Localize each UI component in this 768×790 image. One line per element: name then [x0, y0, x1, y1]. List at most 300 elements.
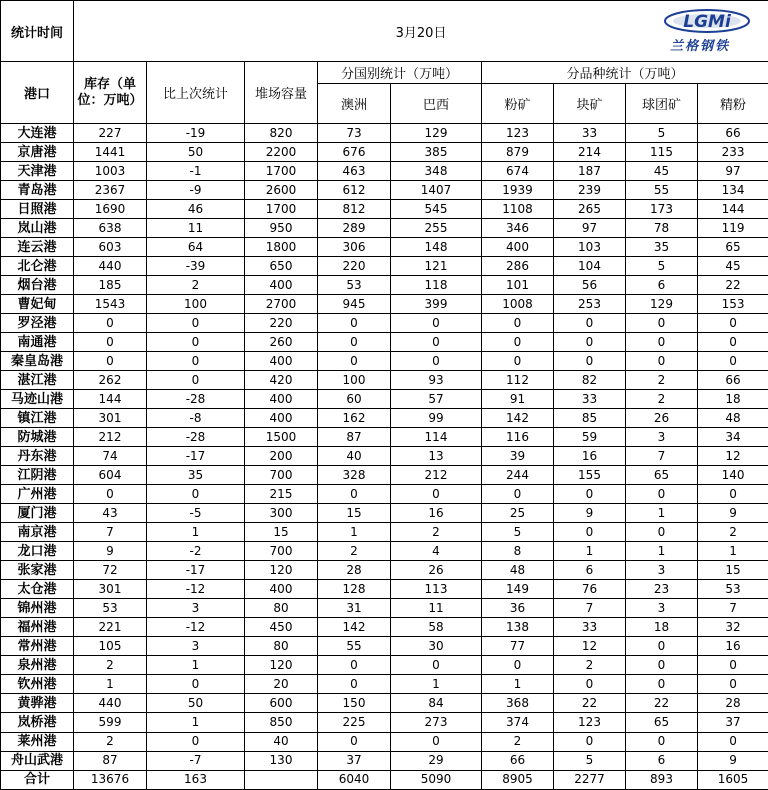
stock-value: 1003 [74, 162, 147, 181]
brazil-value: 121 [391, 257, 482, 276]
concentrate-value: 144 [698, 200, 768, 219]
lump-value: 5 [554, 751, 626, 770]
stock-value: 227 [74, 124, 147, 143]
australia-value: 0 [318, 333, 391, 352]
brazil-value: 1 [391, 675, 482, 694]
lump-value: 1 [554, 542, 626, 561]
change-value: 0 [147, 485, 245, 504]
capacity-value: 20 [245, 675, 318, 694]
stock-value: 1 [74, 675, 147, 694]
port-name: 曹妃甸 [1, 295, 74, 314]
stock-value: 1543 [74, 295, 147, 314]
lump-value: 253 [554, 295, 626, 314]
lump-value: 103 [554, 238, 626, 257]
australia-value: 2 [318, 542, 391, 561]
change-value: -2 [147, 542, 245, 561]
concentrate-value: 18 [698, 390, 768, 409]
table-row [1, 599, 768, 618]
concentrate-value: 0 [698, 675, 768, 694]
australia-value: 676 [318, 143, 391, 162]
australia-value: 225 [318, 713, 391, 732]
change-value: 2 [147, 276, 245, 295]
capacity-value: 120 [245, 656, 318, 675]
pellet-value: 55 [626, 181, 698, 200]
stock-value: 262 [74, 371, 147, 390]
fines-value: 674 [482, 162, 554, 181]
brazil-value: 545 [391, 200, 482, 219]
pellet-value: 5 [626, 124, 698, 143]
australia-value: 945 [318, 295, 391, 314]
fines-value: 36 [482, 599, 554, 618]
total-row [1, 770, 768, 789]
pellet-value: 5 [626, 257, 698, 276]
table-row [1, 219, 768, 238]
fines-value: 1108 [482, 200, 554, 219]
lump-value: 155 [554, 466, 626, 485]
fines-value: 123 [482, 124, 554, 143]
australia-value: 0 [318, 675, 391, 694]
port-name: 岚山港 [1, 219, 74, 238]
port-name: 烟台港 [1, 276, 74, 295]
pellet-value: 0 [626, 637, 698, 656]
concentrate-value: 16 [698, 637, 768, 656]
port-name: 罗泾港 [1, 314, 74, 333]
capacity-value: 220 [245, 314, 318, 333]
stock-value: 0 [74, 485, 147, 504]
fines-value: 77 [482, 637, 554, 656]
stock-value: 604 [74, 466, 147, 485]
fines-value: 112 [482, 371, 554, 390]
brazil-value: 273 [391, 713, 482, 732]
brazil-value: 26 [391, 561, 482, 580]
brazil-value: 385 [391, 143, 482, 162]
stock-value: 301 [74, 409, 147, 428]
change-value: -12 [147, 580, 245, 599]
change-value: -17 [147, 447, 245, 466]
australia-value: 150 [318, 694, 391, 713]
table-row [1, 656, 768, 675]
concentrate-value: 0 [698, 656, 768, 675]
lump-value: 33 [554, 390, 626, 409]
change-value: 0 [147, 732, 245, 751]
change-value: 3 [147, 637, 245, 656]
fines-value: 286 [482, 257, 554, 276]
change-value: -1 [147, 162, 245, 181]
capacity-value: 600 [245, 694, 318, 713]
brazil-col-header: 巴西 [391, 84, 482, 124]
brazil-value: 5090 [391, 770, 482, 789]
port-name: 广州港 [1, 485, 74, 504]
fines-value: 0 [482, 314, 554, 333]
change-value: 50 [147, 694, 245, 713]
australia-value: 28 [318, 561, 391, 580]
stock-value: 72 [74, 561, 147, 580]
stock-value: 0 [74, 352, 147, 371]
brazil-value: 399 [391, 295, 482, 314]
capacity-value: 130 [245, 751, 318, 770]
concentrate-value: 28 [698, 694, 768, 713]
australia-value: 0 [318, 314, 391, 333]
stock-value: 0 [74, 314, 147, 333]
stock-value: 74 [74, 447, 147, 466]
fines-value: 0 [482, 352, 554, 371]
port-name: 钦州港 [1, 675, 74, 694]
lump-value: 85 [554, 409, 626, 428]
australia-value: 162 [318, 409, 391, 428]
port-name: 太仓港 [1, 580, 74, 599]
port-name: 丹东港 [1, 447, 74, 466]
port-name: 马迹山港 [1, 390, 74, 409]
concentrate-value: 0 [698, 732, 768, 751]
australia-value: 6040 [318, 770, 391, 789]
fines-value: 91 [482, 390, 554, 409]
change-value: -19 [147, 124, 245, 143]
port-name: 防城港 [1, 428, 74, 447]
fines-value: 39 [482, 447, 554, 466]
stock-value: 43 [74, 504, 147, 523]
capacity-value: 200 [245, 447, 318, 466]
lump-value: 0 [554, 732, 626, 751]
brazil-value: 114 [391, 428, 482, 447]
stock-value: 638 [74, 219, 147, 238]
australia-value: 73 [318, 124, 391, 143]
pellet-value: 6 [626, 276, 698, 295]
fines-value: 8905 [482, 770, 554, 789]
pellet-value: 45 [626, 162, 698, 181]
lump-col-header: 块矿 [554, 84, 626, 124]
australia-col-header: 澳洲 [318, 84, 391, 124]
capacity-value: 1500 [245, 428, 318, 447]
fines-col-header: 粉矿 [482, 84, 554, 124]
by-type-header: 分品种统计（万吨） [482, 62, 768, 84]
lump-value: 0 [554, 314, 626, 333]
table-row [1, 675, 768, 694]
australia-value: 328 [318, 466, 391, 485]
port-name: 龙口港 [1, 542, 74, 561]
capacity-value: 400 [245, 390, 318, 409]
brazil-value: 113 [391, 580, 482, 599]
capacity-value: 2200 [245, 143, 318, 162]
pellet-value: 65 [626, 713, 698, 732]
australia-value: 220 [318, 257, 391, 276]
australia-value: 0 [318, 485, 391, 504]
stock-value: 105 [74, 637, 147, 656]
table-row [1, 371, 768, 390]
brazil-value: 58 [391, 618, 482, 637]
fines-value: 101 [482, 276, 554, 295]
capacity-value: 400 [245, 580, 318, 599]
australia-value: 142 [318, 618, 391, 637]
lump-value: 9 [554, 504, 626, 523]
lump-value: 2 [554, 656, 626, 675]
capacity-value: 650 [245, 257, 318, 276]
capacity-value: 2700 [245, 295, 318, 314]
table-row [1, 580, 768, 599]
stock-value: 1690 [74, 200, 147, 219]
pellet-value: 18 [626, 618, 698, 637]
pellet-value: 26 [626, 409, 698, 428]
port-name: 日照港 [1, 200, 74, 219]
change-value: 0 [147, 371, 245, 390]
australia-value: 812 [318, 200, 391, 219]
capacity-value: 15 [245, 523, 318, 542]
concentrate-value: 66 [698, 371, 768, 390]
stock-value: 0 [74, 333, 147, 352]
table-row [1, 276, 768, 295]
lump-value: 22 [554, 694, 626, 713]
lgmi-logo [662, 7, 752, 55]
pellet-value: 6 [626, 751, 698, 770]
table-row [1, 181, 768, 200]
pellet-value: 0 [626, 675, 698, 694]
port-name: 南通港 [1, 333, 74, 352]
australia-value: 289 [318, 219, 391, 238]
brazil-value: 0 [391, 314, 482, 333]
capacity-value: 1700 [245, 200, 318, 219]
port-name: 秦皇岛港 [1, 352, 74, 371]
stock-value: 53 [74, 599, 147, 618]
concentrate-value: 1605 [698, 770, 768, 789]
table-row [1, 542, 768, 561]
concentrate-value: 53 [698, 580, 768, 599]
pellet-value: 129 [626, 295, 698, 314]
port-name: 莱州港 [1, 732, 74, 751]
pellet-value: 115 [626, 143, 698, 162]
lump-value: 76 [554, 580, 626, 599]
lump-value: 12 [554, 637, 626, 656]
brazil-value: 4 [391, 542, 482, 561]
pellet-value: 78 [626, 219, 698, 238]
concentrate-value: 1 [698, 542, 768, 561]
pellet-value: 0 [626, 314, 698, 333]
table-row [1, 409, 768, 428]
brazil-value: 129 [391, 124, 482, 143]
fines-value: 0 [482, 656, 554, 675]
australia-value: 53 [318, 276, 391, 295]
port-name: 厦门港 [1, 504, 74, 523]
brazil-value: 2 [391, 523, 482, 542]
lump-value: 123 [554, 713, 626, 732]
table-row [1, 390, 768, 409]
fines-value: 0 [482, 333, 554, 352]
concentrate-value: 66 [698, 124, 768, 143]
change-value: -8 [147, 409, 245, 428]
port-name: 大连港 [1, 124, 74, 143]
port-name: 江阴港 [1, 466, 74, 485]
table-row [1, 257, 768, 276]
pellet-value: 65 [626, 466, 698, 485]
capacity-value [245, 770, 318, 789]
port-name: 舟山武港 [1, 751, 74, 770]
lump-value: 6 [554, 561, 626, 580]
capacity-value: 215 [245, 485, 318, 504]
change-value: 1 [147, 656, 245, 675]
table-row [1, 200, 768, 219]
lump-value: 0 [554, 333, 626, 352]
capacity-value: 820 [245, 124, 318, 143]
capacity-value: 80 [245, 599, 318, 618]
change-value: -17 [147, 561, 245, 580]
concentrate-value: 9 [698, 751, 768, 770]
concentrate-value: 34 [698, 428, 768, 447]
capacity-value: 2600 [245, 181, 318, 200]
table-row [1, 314, 768, 333]
fines-value: 1008 [482, 295, 554, 314]
port-name: 青岛港 [1, 181, 74, 200]
logo-main: LGMi [683, 12, 731, 32]
brazil-value: 13 [391, 447, 482, 466]
capacity-value: 1800 [245, 238, 318, 257]
fines-value: 116 [482, 428, 554, 447]
capacity-value: 1700 [245, 162, 318, 181]
brazil-value: 118 [391, 276, 482, 295]
port-name: 张家港 [1, 561, 74, 580]
pellet-value: 22 [626, 694, 698, 713]
concentrate-value: 15 [698, 561, 768, 580]
table-row [1, 618, 768, 637]
concentrate-value: 45 [698, 257, 768, 276]
fines-value: 149 [482, 580, 554, 599]
brazil-value: 57 [391, 390, 482, 409]
capacity-value: 450 [245, 618, 318, 637]
concentrate-value: 0 [698, 333, 768, 352]
pellet-value: 2 [626, 371, 698, 390]
stock-value: 1441 [74, 143, 147, 162]
rows-body [1, 124, 768, 790]
table-row [1, 238, 768, 257]
pellet-col-header: 球团矿 [626, 84, 698, 124]
table-row [1, 485, 768, 504]
change-value: 64 [147, 238, 245, 257]
stock-value: 440 [74, 257, 147, 276]
lump-value: 2277 [554, 770, 626, 789]
lump-value: 56 [554, 276, 626, 295]
concentrate-col-header: 精粉 [698, 84, 768, 124]
stock-value: 599 [74, 713, 147, 732]
capacity-value: 80 [245, 637, 318, 656]
pellet-value: 0 [626, 485, 698, 504]
change-value: -28 [147, 390, 245, 409]
pellet-value: 3 [626, 599, 698, 618]
table-row [1, 295, 768, 314]
port-name: 北仑港 [1, 257, 74, 276]
concentrate-value: 65 [698, 238, 768, 257]
australia-value: 60 [318, 390, 391, 409]
lump-value: 0 [554, 523, 626, 542]
pellet-value: 1 [626, 542, 698, 561]
pellet-value: 0 [626, 732, 698, 751]
change-value: -12 [147, 618, 245, 637]
change-value: 1 [147, 523, 245, 542]
fines-value: 138 [482, 618, 554, 637]
stock-value: 185 [74, 276, 147, 295]
change-value: -5 [147, 504, 245, 523]
brazil-value: 348 [391, 162, 482, 181]
change-value: 1 [147, 713, 245, 732]
brazil-value: 0 [391, 352, 482, 371]
fines-value: 1 [482, 675, 554, 694]
lump-value: 33 [554, 618, 626, 637]
table-row [1, 333, 768, 352]
change-value: -7 [147, 751, 245, 770]
table-row [1, 561, 768, 580]
lump-value: 104 [554, 257, 626, 276]
table-row [1, 352, 768, 371]
concentrate-value: 0 [698, 485, 768, 504]
port-name: 锦州港 [1, 599, 74, 618]
concentrate-value: 0 [698, 352, 768, 371]
capacity-value: 400 [245, 409, 318, 428]
pellet-value: 7 [626, 447, 698, 466]
change-value: 0 [147, 352, 245, 371]
concentrate-value: 37 [698, 713, 768, 732]
brazil-value: 93 [391, 371, 482, 390]
port-name: 黄骅港 [1, 694, 74, 713]
australia-value: 0 [318, 352, 391, 371]
australia-value: 1 [318, 523, 391, 542]
table-row [1, 637, 768, 656]
change-value: 0 [147, 333, 245, 352]
report-date: 3月20日 [395, 25, 447, 41]
capacity-value: 950 [245, 219, 318, 238]
table-row [1, 428, 768, 447]
fines-value: 879 [482, 143, 554, 162]
pellet-value: 893 [626, 770, 698, 789]
brazil-value: 16 [391, 504, 482, 523]
change-value: 100 [147, 295, 245, 314]
australia-value: 306 [318, 238, 391, 257]
lump-value: 97 [554, 219, 626, 238]
concentrate-value: 153 [698, 295, 768, 314]
capacity-col-header: 堆场容量 [245, 62, 318, 124]
table-row [1, 124, 768, 143]
concentrate-value: 2 [698, 523, 768, 542]
capacity-value: 700 [245, 542, 318, 561]
change-col-header: 比上次统计 [147, 62, 245, 124]
stock-value: 9 [74, 542, 147, 561]
lump-value: 0 [554, 352, 626, 371]
change-value: 50 [147, 143, 245, 162]
port-name: 岚桥港 [1, 713, 74, 732]
fines-value: 2 [482, 732, 554, 751]
table-row [1, 751, 768, 770]
table-row [1, 447, 768, 466]
lump-value: 0 [554, 485, 626, 504]
fines-value: 66 [482, 751, 554, 770]
australia-value: 37 [318, 751, 391, 770]
logo-sub: 兰格钢铁 [670, 39, 731, 54]
port-name: 南京港 [1, 523, 74, 542]
capacity-value: 260 [245, 333, 318, 352]
brazil-value: 148 [391, 238, 482, 257]
lump-value: 82 [554, 371, 626, 390]
brazil-value: 11 [391, 599, 482, 618]
lump-value: 7 [554, 599, 626, 618]
table-row [1, 504, 768, 523]
concentrate-value: 32 [698, 618, 768, 637]
concentrate-value: 48 [698, 409, 768, 428]
fines-value: 142 [482, 409, 554, 428]
fines-value: 0 [482, 485, 554, 504]
fines-value: 400 [482, 238, 554, 257]
lump-value: 187 [554, 162, 626, 181]
change-value: 0 [147, 675, 245, 694]
change-value: 11 [147, 219, 245, 238]
concentrate-value: 0 [698, 314, 768, 333]
fines-value: 244 [482, 466, 554, 485]
stock-value: 301 [74, 580, 147, 599]
stock-col-header: 库存（单位：万吨） [74, 62, 147, 124]
